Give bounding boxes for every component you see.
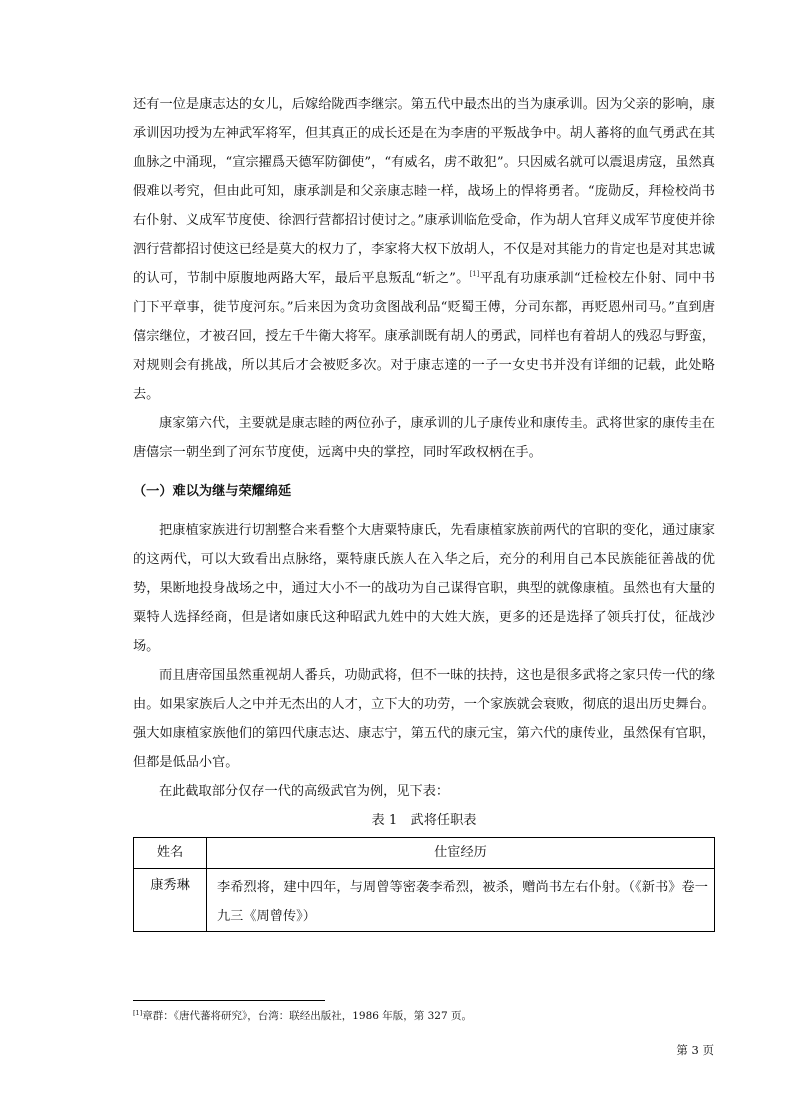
footnote-ref[interactable]: [1] [469, 270, 480, 278]
officer-table [133, 837, 715, 932]
footnote-text: 章群：《唐代蕃将研究》，台湾：联经出版社，1986 年版，第 327 页。 [142, 1010, 472, 1022]
table-header-name: 姓名 [134, 838, 207, 869]
page-number: 第 3 页 [676, 1043, 714, 1057]
paragraph-5: 在此截取部分仅存一代的高级武官为例，见下表： [159, 784, 450, 799]
paragraph-4: 而且唐帝国虽然重视胡人番兵，功勋武将，但不一昧的扶持，这也是很多武将之家只传一代的缘由。如果家族后人之中并无杰出的人才，立下大的功劳，一个家族就会衰败，彻底的退出历史舞台。强大如康植家族他们的第四代康志达、康志宁，第五代的康元宝，第六代的康传业，虽然保有官职，但都是低品小官。 [133, 668, 715, 770]
paragraph-1-text-a: 还有一位是康志达的女儿，后嫁给陇西李继宗。第五代中最杰出的当为康承训。因为父亲的影响，康承训因功授为左神武军将军，但其真正的成长还是在为李唐的平叛战争中。胡人蕃将的血气勇武在其血脉之中涌现，“宣宗擢爲天德军防御使”，“有威名，虏不敢犯”。只因威名就可以震退虏寇，虽然真假难以考究，但由此可知，康承訓是和父亲康志睦一样，战场上的悍将勇者。“庞勋反，拜检校尚书右仆射、义成军节度使、徐泗行营都招讨使讨之。”康承训临危受命，作为胡人官拜义成军节度使并徐泗行营都招讨使这已经是莫大的权力了，李家将大权下放胡人，不仅是对其能力的肯定也是对其忠诚的认可，节制中原腹地两路大军，最后平息叛乱“斩之”。 [133, 97, 715, 286]
table-caption: 表 1 武将任职表 [371, 813, 477, 828]
footnote [133, 1008, 715, 1024]
footnote-marker: [1] [133, 1009, 143, 1017]
paragraph-1-text-b: 平乱有功康承訓“迁检校左仆射、同中书门下平章事，徙节度河东。”后来因为贪功贪图战利品“贬蜀王傅，分司东都，再贬恩州司马。”直到唐僖宗继位，才被召回，授左千牛衛大将军。康承訓既有胡人的勇武，同样也有着胡人的残忍与野蛮，对规则会有挑战，所以其后才会被贬多次。对于康志達的一子一女史书并没有详细的记载，此处略去。 [133, 271, 715, 402]
table-cell-name: 康秀琳 [134, 869, 207, 932]
table-row [134, 869, 715, 932]
paragraph-1 [133, 90, 715, 409]
table-cell-career: 李希烈将，建中四年，与周曾等密袭李希烈，被杀，赠尚书左右仆射。（《新书》卷一九三《周曾传》） [207, 869, 715, 932]
section-heading: （一）难以为继与荣耀绵延 [133, 484, 292, 499]
table-header-row [134, 838, 715, 869]
table-header-career: 仕宦经历 [207, 838, 715, 869]
body-text [133, 90, 715, 932]
paragraph-3: 把康植家族进行切割整合来看整个大唐粟特康氏，先看康植家族前两代的官职的变化，通过康家的这两代，可以大致看出点脉络，粟特康氏族人在入华之后，充分的利用自己本民族能征善战的优势，果断地投身战场之中，通过大小不一的战功为自己谋得官职，典型的就像康植。虽然也有大量的粟特人选择经商，但是诸如康氏这种昭武九姓中的大姓大族，更多的还是选择了领兵打仗，征战沙场。 [133, 523, 715, 654]
footnote-divider [133, 1000, 325, 1001]
paragraph-2: 康家第六代，主要就是康志睦的两位孙子，康承训的儿子康传业和康传圭。武将世家的康传圭在唐僖宗一朝坐到了河东节度使，远离中央的掌控，同时军政权柄在手。 [133, 416, 715, 460]
